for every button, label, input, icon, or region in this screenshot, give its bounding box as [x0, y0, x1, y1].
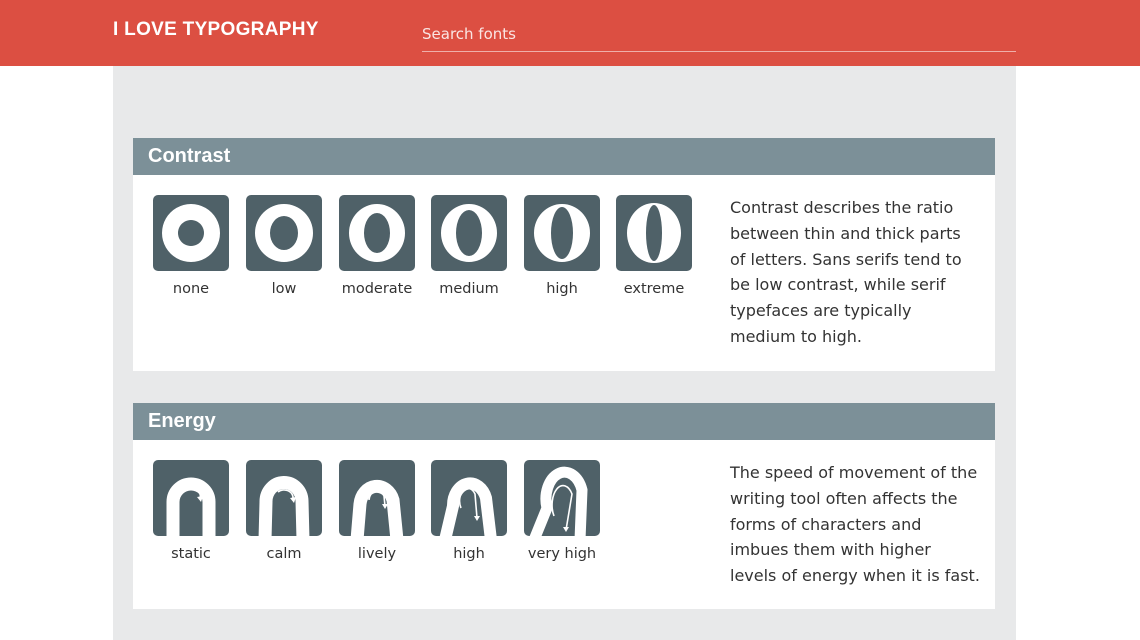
tile-label: high [546, 281, 578, 297]
contrast-option-high[interactable] [524, 195, 600, 297]
energy-panel [133, 403, 995, 609]
contrast-option-moderate[interactable] [339, 195, 415, 297]
energy-high-icon [431, 460, 507, 536]
contrast-option-none[interactable] [153, 195, 229, 297]
tile-label: very high [527, 546, 597, 562]
main-content [113, 66, 1016, 640]
search-input[interactable] [422, 16, 1016, 52]
energy-very-high-icon [524, 460, 600, 536]
tile-label: medium [439, 281, 499, 297]
tile-label: calm [266, 546, 302, 562]
site-logo[interactable]: I LOVE TYPOGRAPHY [113, 19, 319, 40]
contrast-high-icon [524, 195, 600, 271]
tile-label: none [172, 281, 210, 297]
tile-label: lively [357, 546, 397, 562]
contrast-low-icon [246, 195, 322, 271]
energy-option-lively[interactable] [339, 460, 415, 562]
energy-option-calm[interactable] [246, 460, 322, 562]
energy-lively-icon [339, 460, 415, 536]
section-title-energy: Energy [133, 403, 995, 440]
contrast-option-low[interactable] [246, 195, 322, 297]
top-bar [0, 0, 1140, 66]
contrast-none-icon [153, 195, 229, 271]
energy-option-very-high[interactable] [524, 460, 600, 562]
tile-label: high [453, 546, 485, 562]
section-title-contrast: Contrast [133, 138, 995, 175]
energy-description: The speed of movement of the writing tool often affects the forms of characters and imbues them with higher levels of energy when it is fast. [730, 463, 980, 586]
tile-label: moderate [341, 281, 413, 297]
tile-label: extreme [623, 281, 685, 297]
tile-label: static [171, 546, 211, 562]
energy-option-static[interactable] [153, 460, 229, 562]
contrast-option-medium[interactable] [431, 195, 507, 297]
tile-label: low [271, 281, 297, 297]
energy-option-high[interactable] [431, 460, 507, 562]
contrast-medium-icon [431, 195, 507, 271]
contrast-extreme-icon [616, 195, 692, 271]
energy-static-icon [153, 460, 229, 536]
contrast-moderate-icon [339, 195, 415, 271]
contrast-description: Contrast describes the ratio between thin and thick parts of letters. Sans serifs tend to be low contrast, while serif typefaces are typically medium to high. [730, 198, 962, 346]
contrast-panel [133, 138, 995, 371]
energy-calm-icon [246, 460, 322, 536]
contrast-option-extreme[interactable] [616, 195, 692, 297]
